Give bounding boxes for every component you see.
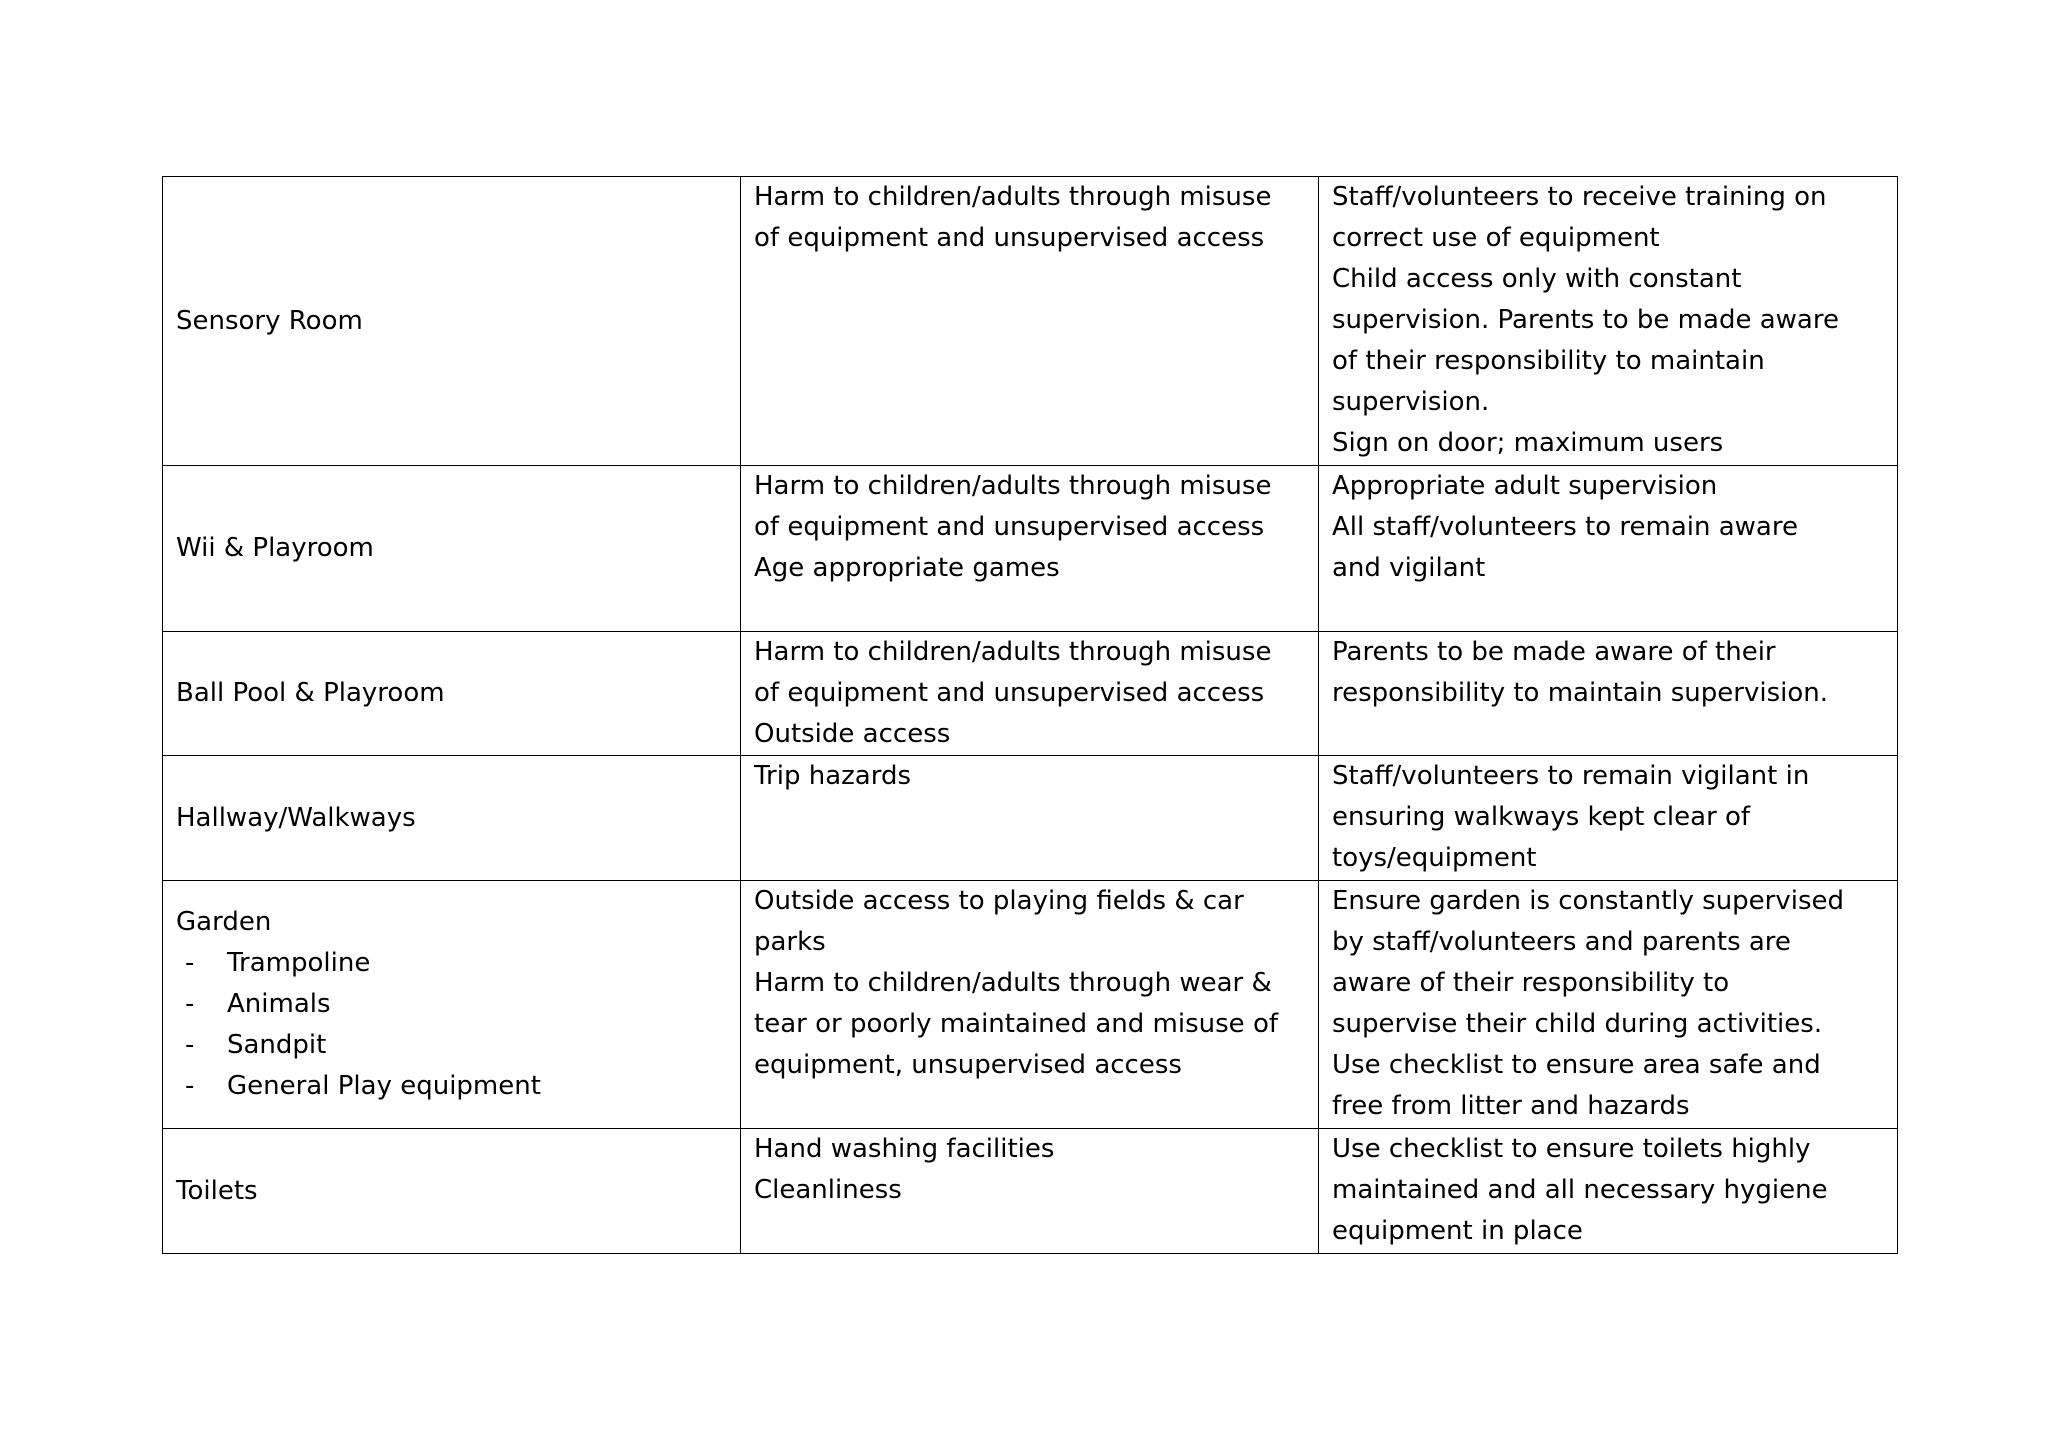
list-item-label: Trampoline bbox=[227, 948, 371, 978]
hazard-text: tear or poorly maintained and misuse of bbox=[754, 1009, 1278, 1039]
control-text: aware of their responsibility to bbox=[1332, 968, 1730, 998]
area-cell bbox=[163, 632, 741, 756]
hazard-text: Harm to children/adults through wear & bbox=[754, 968, 1272, 998]
table-row bbox=[163, 1129, 1898, 1254]
hazard-cell bbox=[741, 756, 1319, 881]
area-label: Toilets bbox=[176, 1175, 258, 1206]
table-row bbox=[163, 632, 1898, 756]
hazard-cell bbox=[741, 1129, 1319, 1254]
area-cell bbox=[163, 881, 741, 1129]
list-item-label: General Play equipment bbox=[227, 1071, 541, 1101]
area-label: Garden bbox=[176, 907, 272, 937]
control-text: Appropriate adult supervision bbox=[1332, 471, 1718, 501]
control-text: free from litter and hazards bbox=[1332, 1091, 1690, 1121]
hazard-text: Outside access to playing fields & car bbox=[754, 886, 1244, 916]
control-cell bbox=[1319, 1129, 1898, 1254]
area-label: Hallway/Walkways bbox=[176, 802, 416, 833]
area-label: Wii & Playroom bbox=[176, 533, 374, 563]
control-text: Use checklist to ensure area safe and bbox=[1332, 1050, 1821, 1080]
hazard-cell bbox=[741, 632, 1319, 756]
control-cell bbox=[1319, 466, 1898, 632]
list-item bbox=[176, 943, 728, 984]
hazard-cell bbox=[741, 881, 1319, 1129]
hazard-text: Cleanliness bbox=[754, 1175, 902, 1205]
list-marker: - bbox=[185, 989, 195, 1019]
control-text: ensuring walkways kept clear of bbox=[1332, 802, 1751, 832]
control-text: maintained and all necessary hygiene bbox=[1332, 1175, 1828, 1205]
control-text: Ensure garden is constantly supervised bbox=[1332, 886, 1845, 916]
area-cell bbox=[163, 177, 741, 466]
hazard-cell bbox=[741, 466, 1319, 632]
garden-item-list bbox=[176, 943, 728, 1107]
table-row bbox=[163, 466, 1898, 632]
list-marker: - bbox=[185, 1030, 195, 1060]
list-marker: - bbox=[185, 948, 195, 978]
hazard-text: Harm to children/adults through misuse bbox=[754, 637, 1272, 667]
control-text: Staff/volunteers to receive training on bbox=[1332, 182, 1827, 212]
control-text: supervision. bbox=[1332, 387, 1490, 417]
hazard-cell bbox=[741, 177, 1319, 466]
control-text: supervision. Parents to be made aware bbox=[1332, 305, 1839, 335]
control-text: Child access only with constant bbox=[1332, 264, 1742, 294]
area-label: Sensory Room bbox=[176, 305, 363, 336]
control-text: correct use of equipment bbox=[1332, 223, 1660, 253]
control-cell bbox=[1319, 632, 1898, 756]
list-marker: - bbox=[185, 1071, 195, 1101]
control-cell bbox=[1319, 756, 1898, 881]
list-item bbox=[176, 984, 728, 1025]
area-cell bbox=[163, 466, 741, 632]
control-text: by staff/volunteers and parents are bbox=[1332, 927, 1791, 957]
area-cell bbox=[163, 1129, 741, 1254]
control-cell bbox=[1319, 881, 1898, 1129]
risk-assessment-table bbox=[162, 176, 1898, 1254]
area-cell bbox=[163, 756, 741, 881]
hazard-text: Outside access bbox=[754, 719, 951, 749]
control-text: Parents to be made aware of their bbox=[1332, 637, 1776, 667]
list-item bbox=[176, 1066, 728, 1107]
list-item-label: Sandpit bbox=[227, 1030, 327, 1060]
hazard-text: of equipment and unsupervised access bbox=[754, 223, 1265, 253]
hazard-text: of equipment and unsupervised access bbox=[754, 512, 1265, 542]
hazard-text: Age appropriate games bbox=[754, 553, 1060, 583]
control-text: All staff/volunteers to remain aware bbox=[1332, 512, 1798, 542]
table-row bbox=[163, 756, 1898, 881]
control-text: and vigilant bbox=[1332, 553, 1486, 583]
area-label: Ball Pool & Playroom bbox=[176, 678, 445, 708]
control-text: supervise their child during activities. bbox=[1332, 1009, 1823, 1039]
table-row bbox=[163, 177, 1898, 466]
hazard-text: Hand washing facilities bbox=[754, 1134, 1055, 1164]
list-item-label: Animals bbox=[227, 989, 331, 1019]
control-text: of their responsibility to maintain bbox=[1332, 346, 1765, 376]
hazard-text: parks bbox=[754, 927, 826, 957]
control-text: Sign on door; maximum users bbox=[1332, 428, 1724, 458]
control-text: Use checklist to ensure toilets highly bbox=[1332, 1134, 1811, 1164]
hazard-text: Trip hazards bbox=[754, 761, 912, 791]
hazard-text: Harm to children/adults through misuse bbox=[754, 471, 1272, 501]
hazard-text: of equipment and unsupervised access bbox=[754, 678, 1265, 708]
hazard-text: equipment, unsupervised access bbox=[754, 1050, 1182, 1080]
list-item bbox=[176, 1025, 728, 1066]
control-text: equipment in place bbox=[1332, 1216, 1583, 1246]
control-cell bbox=[1319, 177, 1898, 466]
control-text: responsibility to maintain supervision. bbox=[1332, 678, 1829, 708]
hazard-text: Harm to children/adults through misuse bbox=[754, 182, 1272, 212]
control-text: toys/equipment bbox=[1332, 843, 1537, 873]
table-row bbox=[163, 881, 1898, 1129]
control-text: Staff/volunteers to remain vigilant in bbox=[1332, 761, 1810, 791]
